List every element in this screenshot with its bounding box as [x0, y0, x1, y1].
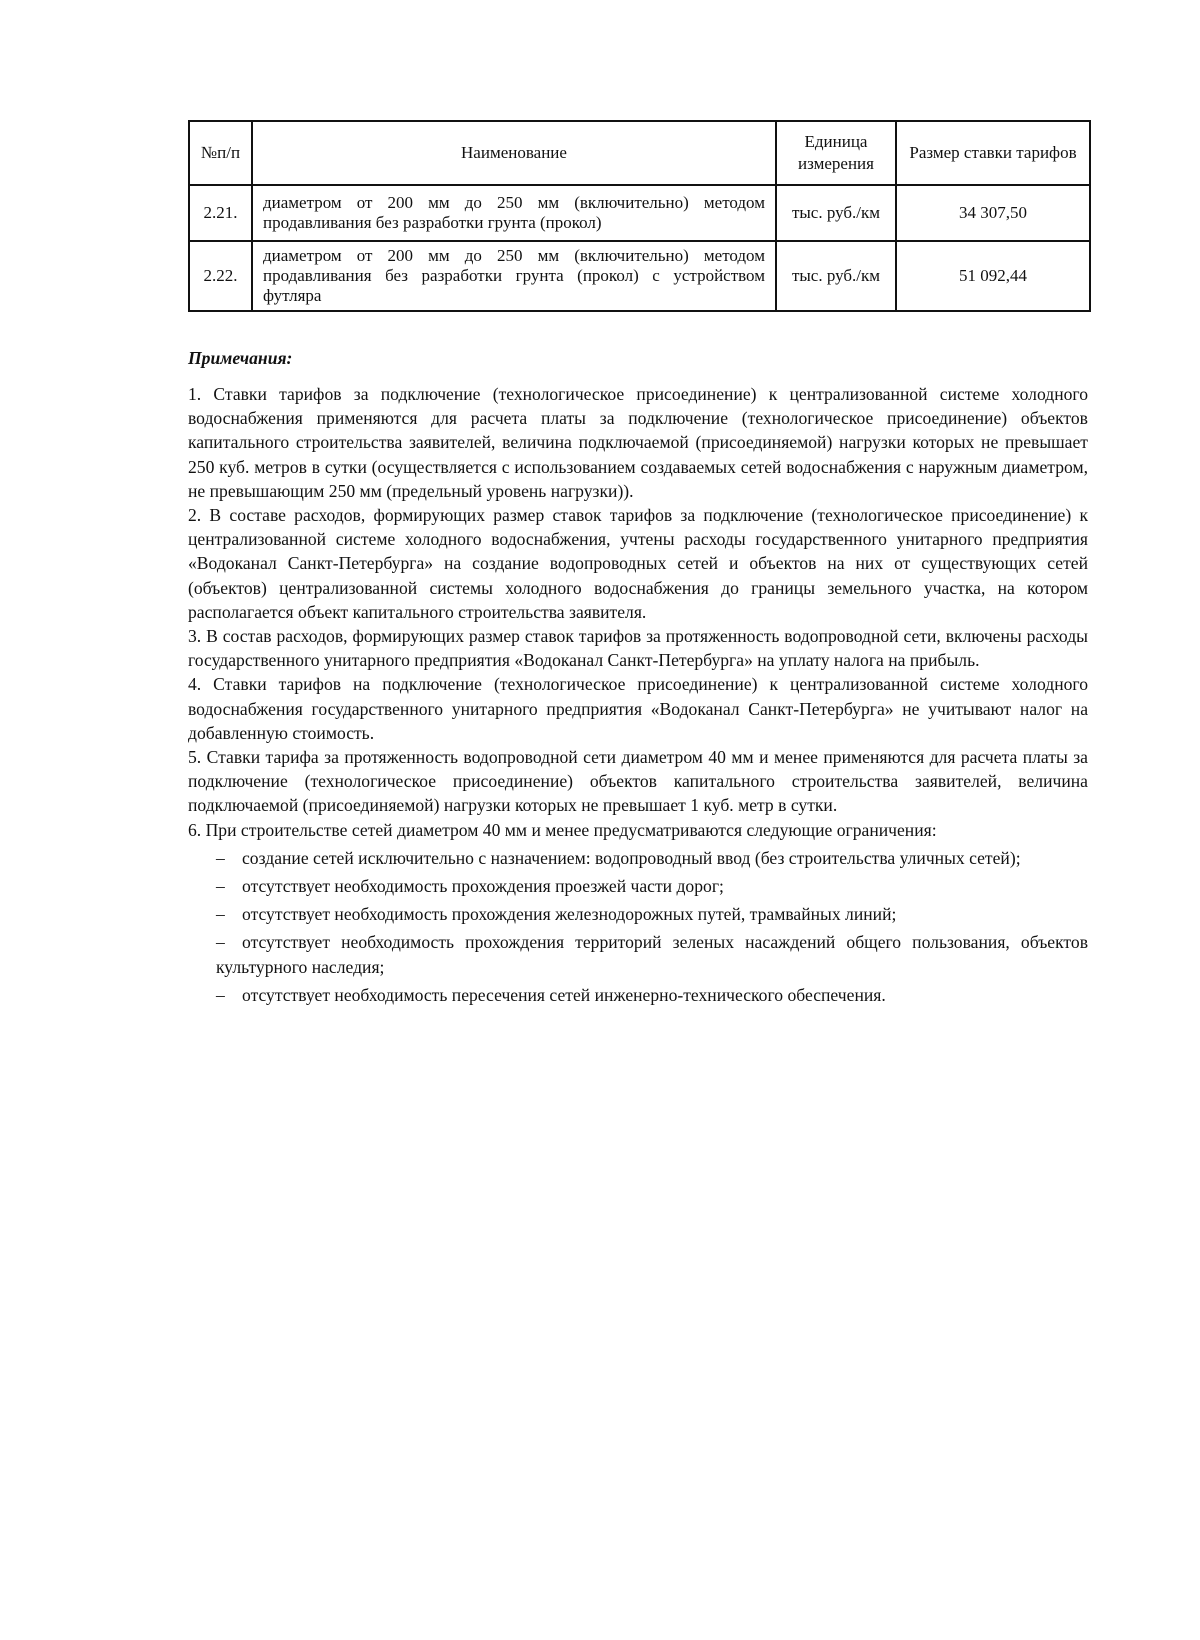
row-number: 2.22.: [189, 241, 252, 311]
dash-marker: –: [216, 847, 225, 868]
row-number: 2.21.: [189, 185, 252, 241]
note-item: 6. При строительстве сетей диаметром 40 мм и менее предусматриваются следующие ограничения:: [188, 819, 937, 840]
restriction-text: отсутствует необходимость прохождения проезжей части дорог;: [242, 876, 724, 897]
row-rate: 34 307,50: [896, 185, 1090, 241]
dash-marker: –: [216, 932, 225, 953]
note-item: 5. Ставки тарифа за протяженность водопроводной сети диаметром 40 мм и менее применяются для расчета платы за подключение (технологическое присоединение) объектов капитального строительства заявителей, величина подключаемой (присоединяемой) нагрузки которых не превышает 1 куб. метр в сутки.: [188, 747, 1088, 816]
note-item: 3. В состав расходов, формирующих размер ставок тарифов за протяженность водопроводной сети, включены расходы государственного унитарного предприятия «Водоканал Санкт-Петербурга» на уплату налога на прибыль.: [188, 626, 1088, 671]
restrictions-list: [188, 846, 1088, 1007]
restriction-item: [216, 983, 1088, 1007]
restriction-item: [216, 902, 1088, 926]
row-name: диаметром от 200 мм до 250 мм (включительно) методом продавливания без разработки грунта (прокол): [252, 185, 776, 241]
dash-marker: –: [216, 904, 225, 925]
restriction-item: [216, 846, 1088, 870]
note-item: 4. Ставки тарифов на подключение (технологическое присоединение) к централизованной системе холодного водоснабжения государственного унитарного предприятия «Водоканал Санкт-Петербурга» не учитывают налог на добавленную стоимость.: [188, 674, 1088, 743]
dash-marker: –: [216, 984, 225, 1005]
table-header-row: [189, 121, 1090, 185]
header-number: №п/п: [189, 121, 252, 185]
table-row: [189, 185, 1090, 241]
restriction-text: отсутствует необходимость прохождения территорий зеленых насаждений общего пользования, объектов культурного наследия;: [216, 932, 1088, 977]
row-unit: тыс. руб./км: [776, 185, 896, 241]
header-unit: Единица измерения: [776, 121, 896, 185]
header-name: Наименование: [252, 121, 776, 185]
restriction-text: отсутствует необходимость прохождения железнодорожных путей, трамвайных линий;: [242, 904, 897, 925]
dash-marker: –: [216, 876, 225, 897]
row-unit: тыс. руб./км: [776, 241, 896, 311]
table-row: [189, 241, 1090, 311]
row-rate: 51 092,44: [896, 241, 1090, 311]
notes-section: [188, 346, 1088, 1007]
note-item: 1. Ставки тарифов за подключение (технологическое присоединение) к централизованной системе холодного водоснабжения применяются для расчета платы за подключение (технологическое присоединение) объектов капитального строительства заявителей, величина подключаемой (присоединяемой) нагрузки которых не превышает 250 куб. метров в сутки (осуществляется с использованием создаваемых сетей водоснабжения с наружным диаметром, не превышающим 250 мм (предельный уровень нагрузки)).: [188, 384, 1088, 501]
restriction-text: создание сетей исключительно с назначением: водопроводный ввод (без строительства уличных сетей);: [242, 847, 1021, 868]
restriction-text: отсутствует необходимость пересечения сетей инженерно-технического обеспечения.: [242, 984, 886, 1005]
restriction-item: [216, 930, 1088, 978]
header-rate: Размер ставки тарифов: [896, 121, 1090, 185]
restriction-item: [216, 874, 1088, 898]
notes-title: Примечания:: [188, 348, 293, 368]
row-name: диаметром от 200 мм до 250 мм (включительно) методом продавливания без разработки грунта (прокол) с устройством футляра: [252, 241, 776, 311]
note-item: 2. В составе расходов, формирующих размер ставок тарифов за подключение (технологическое присоединение) к централизованной системе холодного водоснабжения, учтены расходы государственного унитарного предприятия «Водоканал Санкт-Петербурга» на создание водопроводных сетей и объектов на них от существующих сетей (объектов) централизованной системы холодного водоснабжения до границы земельного участка, на котором располагается объект капитального строительства заявителя.: [188, 505, 1088, 622]
tariff-table: [188, 120, 1091, 312]
